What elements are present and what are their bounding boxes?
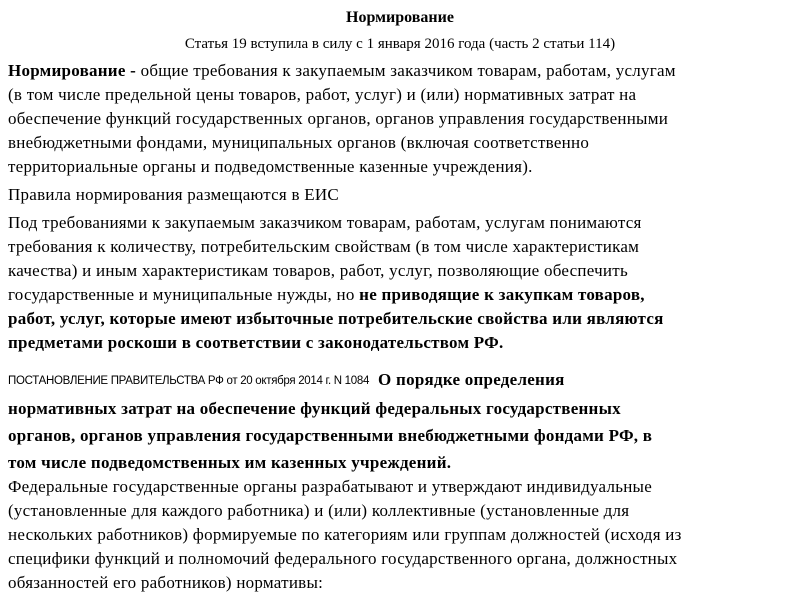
definition-line-1 <box>8 59 798 83</box>
federal-line-5: обязанностей его работников) нормативы: <box>8 573 324 592</box>
requirements-line-3: качества) и иным характеристикам товаров, работ, услуг, позволяющие обеспечить <box>8 261 628 280</box>
federal-line-2: (установленные для каждого работника) и (или) коллективные (установленные для <box>8 501 630 520</box>
requirements-line-1: Под требованиями к закупаемым заказчиком товарам, работам, услугам понимаются <box>8 213 642 232</box>
slide-title: Нормирование <box>346 9 454 26</box>
definition-line-5: территориальные органы и подведомственные казенные учреждения). <box>8 157 533 176</box>
federal-bodies-paragraph <box>8 475 798 595</box>
decree-title-start: О порядке определения <box>378 370 565 389</box>
definition-paragraph <box>8 59 798 179</box>
requirements-line-4 <box>8 283 798 307</box>
federal-line-1: Федеральные государственные органы разрабатывают и утверждают индивидуальные <box>8 477 653 496</box>
requirements-line-5: работ, услуг, которые имеют избыточные потребительские свойства или являются <box>8 309 664 328</box>
requirements-paragraph <box>8 211 798 355</box>
definition-term: Нормирование - <box>8 61 137 80</box>
decree-paragraph <box>8 366 798 476</box>
federal-line-4: специфики функций и полномочий федерального государственного органа, должностных <box>8 549 678 568</box>
requirements-line-4-bold: не приводящие к закупкам товаров, <box>359 285 645 304</box>
definition-line-2: (в том числе предельной цены товаров, работ, услуг) и (или) нормативных затрат на <box>8 85 637 104</box>
decree-line-3: органов, органов управления государственными внебюджетными фондами РФ, в <box>8 426 653 445</box>
rules-eis-paragraph: Правила нормирования размещаются в ЕИС <box>8 185 339 204</box>
definition-line-3: обеспечение функций государственных органов, органов управления государственными <box>8 109 669 128</box>
decree-line-4: том числе подведомственных им казенных учреждений. <box>8 453 452 472</box>
federal-line-3: нескольких работников) формируемые по категориям или группам должностей (исходя из <box>8 525 682 544</box>
definition-line-4: внебюджетными фондами, муниципальных органов (включая соответственно <box>8 133 590 152</box>
decree-line-1 <box>8 366 798 395</box>
requirements-line-4-plain: государственные и муниципальные нужды, но <box>8 285 360 304</box>
decree-line-2: нормативных затрат на обеспечение функций федеральных государственных <box>8 399 621 418</box>
requirements-line-2: требования к количеству, потребительским свойствам (в том числе характеристикам <box>8 237 640 256</box>
slide-subtitle: Статья 19 вступила в силу с 1 января 2016 года (часть 2 статьи 114) <box>184 36 616 52</box>
decree-reference: ПОСТАНОВЛЕНИЕ ПРАВИТЕЛЬСТВА РФ от 20 октября 2014 г. N 1084 <box>8 375 370 387</box>
requirements-line-6: предметами роскоши в соответствии с законодательством РФ. <box>8 333 504 352</box>
definition-text: общие требования к закупаемым заказчиком товарам, работам, услугам <box>136 61 676 80</box>
